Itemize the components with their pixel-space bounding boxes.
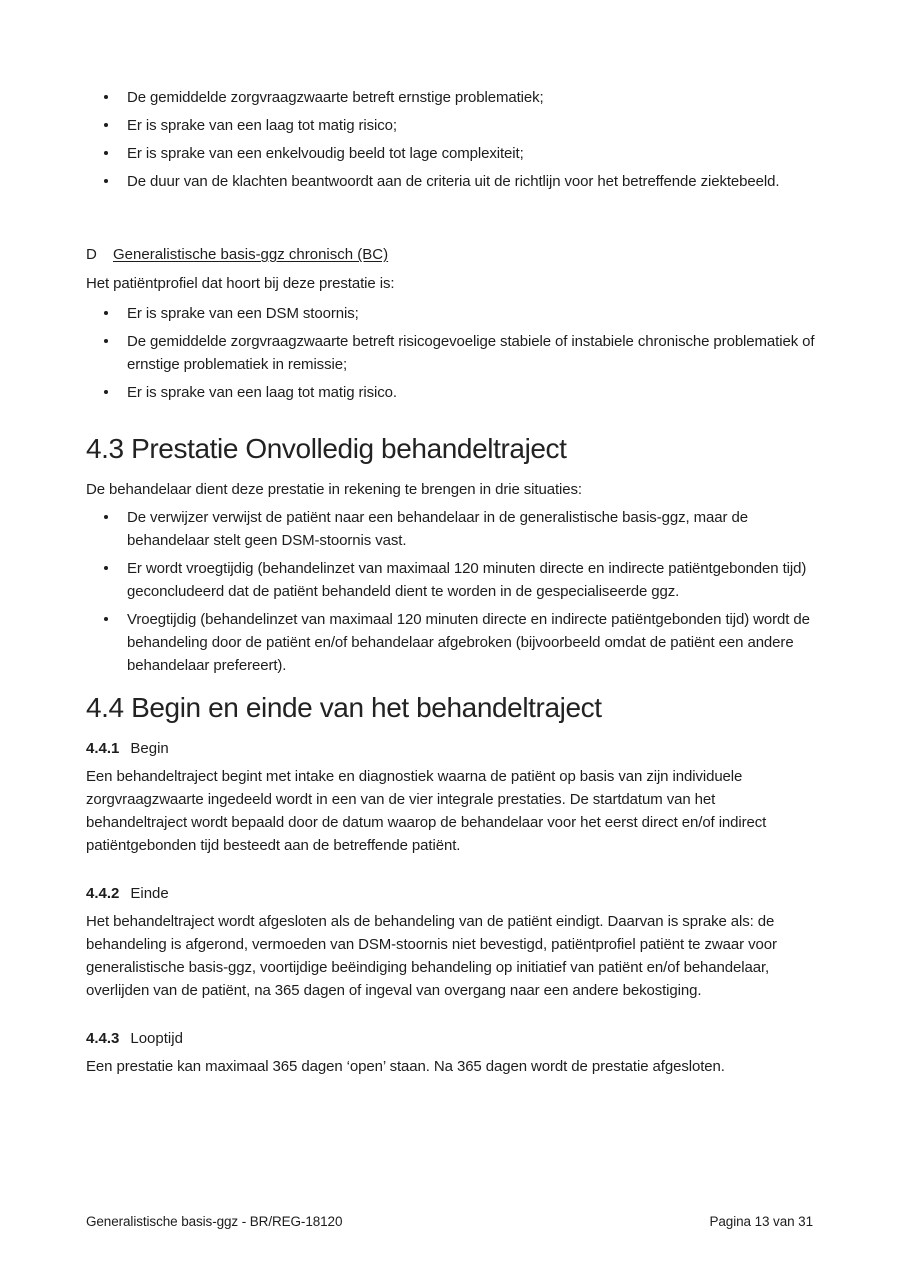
list-item: Vroegtijdig (behandelinzet van maximaal 120 minuten directe en indirecte patiëntgebonden tijd) wordt de behandeling door de patiënt en/of behandelaar afgebroken (bijvoorbeeld omdat de patiënt een andere behandelaar prefereert).	[86, 608, 815, 677]
heading-4-4: 4.4 Begin en einde van het behandeltraject	[86, 692, 602, 723]
section-4-3-bullet-list	[86, 506, 815, 677]
subsection-body: Een behandeltraject begint met intake en diagnostiek waarna de patiënt op basis van zijn individuele zorgvraagzwaarte ingedeeld wordt in een van de vier integrale prestaties. De startdatum van het behandeltraject wordt bepaald door de datum waarop de behandelaar voor het eerst direct en/of indirect patiëntgebonden tijd besteedt aan de betreffende patiënt.	[86, 768, 767, 854]
subsection-4-4-2	[86, 882, 815, 1002]
subsection-number: 4.4.1	[86, 740, 120, 757]
page-footer	[86, 1213, 813, 1231]
subsection-number: 4.4.3	[86, 1030, 120, 1047]
list-item: Er is sprake van een laag tot matig risico.	[86, 381, 815, 404]
list-item: Er is sprake van een enkelvoudig beeld tot lage complexiteit;	[86, 142, 815, 165]
subsection-body: Een prestatie kan maximaal 365 dagen ‘open’ staan. Na 365 dagen wordt de prestatie afgesloten.	[86, 1058, 725, 1075]
subsection-body: Het behandeltraject wordt afgesloten als de behandeling van de patiënt eindigt. Daarvan is sprake als: de behandeling is afgerond, vermoeden van DSM-stoornis niet bevestigd, patiëntprofiel patiënt te zwaar voor generalistische basis-ggz, voortijdige beëindiging behandeling op initiatief van patiënt en/of behandelaar, overlijden van de patiënt, na 365 dagen of ingeval van overgang naar een andere bekostiging.	[86, 913, 777, 999]
list-item: Er is sprake van een laag tot matig risico;	[86, 114, 815, 137]
section-d	[86, 243, 815, 404]
section-d-letter: D	[86, 246, 97, 263]
subsection-title: Begin	[130, 740, 169, 757]
subsection-4-4-1	[86, 737, 815, 857]
section-d-title: Generalistische basis-ggz chronisch (BC)	[113, 246, 389, 263]
top-bullet-list	[86, 86, 815, 193]
list-item: De gemiddelde zorgvraagzwaarte betreft risicogevoelige stabiele of instabiele chronische problematiek of ernstige problematiek in remissie;	[86, 330, 815, 376]
footer-document-id: Generalistische basis-ggz - BR/REG-18120	[86, 1214, 343, 1229]
footer-page-number: Pagina 13 van 31	[709, 1214, 813, 1229]
list-item: Er is sprake van een DSM stoornis;	[86, 302, 815, 325]
section-d-bullet-list	[86, 302, 815, 404]
heading-4-3: 4.3 Prestatie Onvolledig behandeltraject	[86, 433, 567, 464]
subsection-4-4-3	[86, 1027, 815, 1078]
section-d-heading	[86, 243, 815, 266]
list-item: De verwijzer verwijst de patiënt naar een behandelaar in de generalistische basis-ggz, maar de behandelaar stelt geen DSM-stoornis vast.	[86, 506, 815, 552]
subsection-heading	[86, 1027, 815, 1050]
list-item: De gemiddelde zorgvraagzwaarte betreft ernstige problematiek;	[86, 86, 815, 109]
list-item: Er wordt vroegtijdig (behandelinzet van maximaal 120 minuten directe en indirecte patiëntgebonden tijd) geconcludeerd dat de patiënt behandeld dient te worden in de gespecialiseerde ggz.	[86, 557, 815, 603]
subsection-title: Looptijd	[130, 1030, 183, 1047]
subsection-heading	[86, 882, 815, 905]
subsection-title: Einde	[130, 885, 169, 902]
subsection-heading	[86, 737, 815, 760]
list-item: De duur van de klachten beantwoordt aan de criteria uit de richtlijn voor het betreffende ziektebeeld.	[86, 170, 815, 193]
section-d-intro: Het patiëntprofiel dat hoort bij deze prestatie is:	[86, 275, 395, 292]
subsection-number: 4.4.2	[86, 885, 120, 902]
page-content	[86, 0, 815, 1078]
section-4-3-intro: De behandelaar dient deze prestatie in rekening te brengen in drie situaties:	[86, 481, 582, 498]
